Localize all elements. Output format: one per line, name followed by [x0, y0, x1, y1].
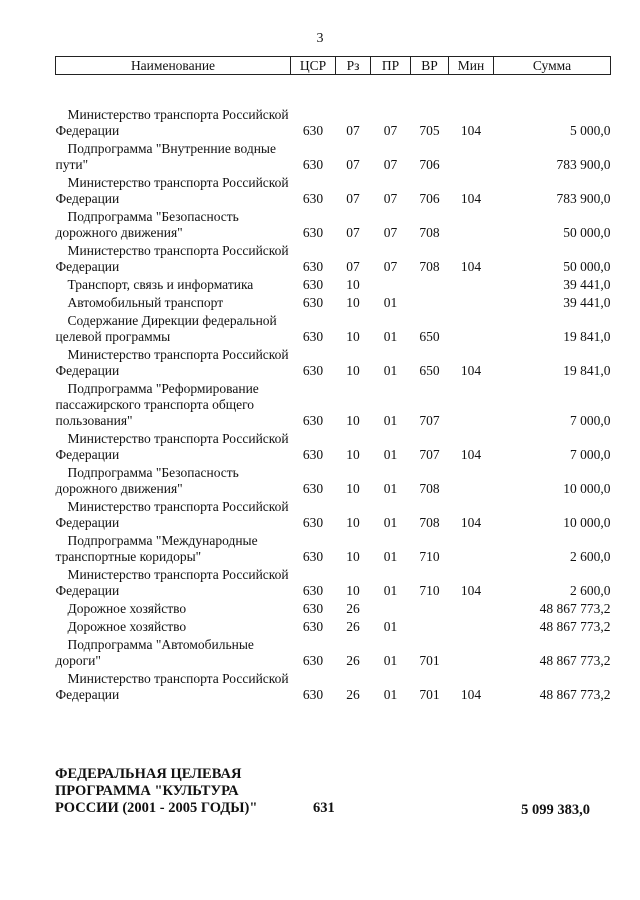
row-min: 104: [460, 191, 482, 206]
row-name: Подпрограмма "Внутренние водные пути": [55, 141, 276, 172]
row-sum: 48 867 773,2: [539, 687, 611, 702]
row-vr: 706: [419, 191, 440, 206]
row-name: Дорожное хозяйство: [67, 601, 187, 616]
row-name: Подпрограмма "Автомобильные дороги": [55, 637, 254, 668]
row-rz: 10: [346, 447, 360, 462]
row-pr: 01: [383, 583, 398, 598]
row-rz: 07: [346, 259, 360, 274]
row-name: Министерство транспорта Российской Федерации: [55, 567, 289, 598]
row-min: [449, 635, 494, 669]
row-sum: 2 600,0: [570, 549, 611, 564]
row-rz: 26: [346, 687, 360, 702]
table-row: [56, 173, 611, 207]
row-name: Министерство транспорта Российской Федерации: [55, 671, 289, 702]
row-pr: 07: [383, 259, 398, 274]
row-rz: 07: [346, 225, 360, 240]
row-name: Министерство транспорта Российской Федерации: [55, 107, 289, 138]
row-vr: 708: [419, 225, 440, 240]
row-vr: 706: [419, 157, 440, 172]
row-pr: 01: [383, 653, 398, 668]
table-header-row: [56, 57, 611, 75]
table-row: [56, 429, 611, 463]
row-rz: 26: [346, 619, 360, 634]
row-min: 104: [460, 515, 482, 530]
row-sum: 39 441,0: [563, 277, 611, 292]
row-csr: 630: [302, 259, 324, 274]
row-name: Подпрограмма "Безопасность дорожного движения": [55, 465, 239, 496]
row-pr: 07: [383, 225, 398, 240]
row-vr: 708: [419, 515, 440, 530]
row-sum: 48 867 773,2: [539, 619, 611, 634]
row-min: [449, 139, 494, 173]
row-rz: 26: [346, 601, 360, 616]
row-csr: 630: [302, 363, 324, 378]
row-min: [449, 599, 494, 617]
row-sum: 10 000,0: [563, 481, 611, 496]
row-csr: 630: [302, 295, 324, 310]
row-min: [449, 617, 494, 635]
row-name: Содержание Дирекции федеральной целевой программы: [55, 313, 277, 344]
table-row: [56, 565, 611, 599]
table-row: [56, 345, 611, 379]
row-name: Подпрограмма "Безопасность дорожного движения": [55, 209, 239, 240]
row-csr: 630: [302, 619, 324, 634]
table-row: [56, 241, 611, 275]
page-number: 3: [316, 31, 324, 46]
row-min: 104: [460, 583, 482, 598]
row-pr: 01: [383, 515, 398, 530]
row-vr: 705: [419, 123, 440, 138]
row-name: Автомобильный транспорт: [67, 295, 224, 310]
spacer-row: [56, 75, 611, 106]
header-rz: Рз: [336, 57, 371, 75]
row-min: 104: [460, 123, 482, 138]
row-vr: 701: [419, 653, 440, 668]
header-csr: ЦСР: [291, 57, 336, 75]
row-rz: 10: [346, 515, 360, 530]
table-row: [56, 617, 611, 635]
row-pr: 01: [383, 687, 398, 702]
row-pr: 01: [383, 619, 398, 634]
row-vr: 650: [419, 329, 440, 344]
row-min: [449, 379, 494, 429]
row-sum: 783 900,0: [556, 157, 611, 172]
row-sum: 50 000,0: [563, 225, 611, 240]
row-sum: 10 000,0: [563, 515, 611, 530]
table-row: [56, 599, 611, 617]
row-csr: 630: [302, 191, 324, 206]
row-csr: 630: [302, 277, 324, 292]
row-rz: 10: [346, 549, 360, 564]
row-min: [449, 293, 494, 311]
row-csr: 630: [302, 413, 324, 428]
row-rz: 26: [346, 653, 360, 668]
header-sum: Сумма: [494, 57, 611, 75]
row-csr: 630: [302, 123, 324, 138]
row-pr: 01: [383, 481, 398, 496]
row-csr: 630: [302, 481, 324, 496]
row-pr: [371, 275, 411, 293]
row-rz: 10: [346, 329, 360, 344]
row-csr: 630: [302, 329, 324, 344]
table-row: [56, 105, 611, 139]
row-sum: 48 867 773,2: [539, 601, 611, 616]
table-row: [56, 463, 611, 497]
row-pr: 01: [383, 549, 398, 564]
row-min: [449, 207, 494, 241]
row-pr: 07: [383, 191, 398, 206]
federal-program-block: [55, 766, 610, 817]
row-name: Министерство транспорта Российской Федерации: [55, 175, 289, 206]
row-name: Транспорт, связь и информатика: [67, 277, 254, 292]
federal-program-name: ФЕДЕРАЛЬНАЯ ЦЕЛЕВАЯ ПРОГРАММА "КУЛЬТУРА РОССИИ (2001 - 2005 ГОДЫ)": [55, 766, 258, 816]
header-pr: ПР: [371, 57, 411, 75]
row-min: 104: [460, 687, 482, 702]
row-csr: 630: [302, 549, 324, 564]
row-vr: 708: [419, 481, 440, 496]
row-name: Дорожное хозяйство: [67, 619, 187, 634]
table-row: [56, 275, 611, 293]
row-pr: 01: [383, 329, 398, 344]
row-pr: 01: [383, 413, 398, 428]
row-vr: 701: [419, 687, 440, 702]
row-min: [449, 311, 494, 345]
row-rz: 10: [346, 295, 360, 310]
table-row: [56, 207, 611, 241]
row-sum: 2 600,0: [570, 583, 611, 598]
row-name: Подпрограмма "Международные транспортные коридоры": [55, 533, 258, 564]
row-rz: 07: [346, 157, 360, 172]
row-csr: 630: [302, 583, 324, 598]
row-min: [449, 275, 494, 293]
row-csr: 630: [302, 601, 324, 616]
row-csr: 630: [302, 157, 324, 172]
row-rz: 10: [346, 413, 360, 428]
row-rz: 10: [346, 363, 360, 378]
row-sum: 50 000,0: [563, 259, 611, 274]
row-vr: 710: [419, 549, 440, 564]
row-vr: [411, 599, 449, 617]
table-row: [56, 635, 611, 669]
table-row: [56, 669, 611, 703]
row-sum: 7 000,0: [570, 413, 611, 428]
row-min: 104: [460, 259, 482, 274]
row-csr: 630: [302, 515, 324, 530]
table-row: [56, 531, 611, 565]
row-csr: 630: [302, 447, 324, 462]
header-vr: ВР: [411, 57, 449, 75]
row-min: 104: [460, 447, 482, 462]
row-vr: 710: [419, 583, 440, 598]
row-csr: 630: [302, 687, 324, 702]
row-sum: 7 000,0: [570, 447, 611, 462]
row-rz: 10: [346, 583, 360, 598]
row-csr: 630: [302, 653, 324, 668]
row-name: Министерство транспорта Российской Федерации: [55, 347, 289, 378]
federal-program-sum: 5 099 383,0: [521, 802, 590, 818]
federal-program-csr: 631: [313, 800, 335, 816]
row-sum: 48 867 773,2: [539, 653, 611, 668]
row-vr: 708: [419, 259, 440, 274]
row-vr: [411, 617, 449, 635]
row-pr: 01: [383, 363, 398, 378]
row-csr: 630: [302, 225, 324, 240]
row-rz: 10: [346, 481, 360, 496]
row-vr: [411, 293, 449, 311]
row-name: Министерство транспорта Российской Федерации: [55, 243, 289, 274]
row-min: [449, 463, 494, 497]
row-vr: 650: [419, 363, 440, 378]
row-pr: 01: [383, 447, 398, 462]
row-pr: 07: [383, 157, 398, 172]
table-row: [56, 139, 611, 173]
table-row: [56, 293, 611, 311]
row-pr: 07: [383, 123, 398, 138]
row-rz: 10: [346, 277, 360, 292]
row-sum: 39 441,0: [563, 295, 611, 310]
header-name: Наименование: [56, 57, 291, 75]
row-vr: 707: [419, 413, 440, 428]
table-row: [56, 311, 611, 345]
table-row: [56, 379, 611, 429]
row-sum: 19 841,0: [563, 363, 611, 378]
row-rz: 07: [346, 191, 360, 206]
row-sum: 5 000,0: [570, 123, 611, 138]
row-pr: [371, 599, 411, 617]
row-sum: 19 841,0: [563, 329, 611, 344]
row-vr: 707: [419, 447, 440, 462]
row-name: Министерство транспорта Российской Федерации: [55, 499, 289, 530]
row-min: 104: [460, 363, 482, 378]
row-sum: 783 900,0: [556, 191, 611, 206]
row-min: [449, 531, 494, 565]
row-name: Подпрограмма "Реформирование пассажирского транспорта общего пользования": [55, 381, 259, 428]
row-pr: 01: [383, 295, 398, 310]
row-name: Министерство транспорта Российской Федерации: [55, 431, 289, 462]
row-vr: [411, 275, 449, 293]
table-row: [56, 497, 611, 531]
header-min: Мин: [449, 57, 494, 75]
row-rz: 07: [346, 123, 360, 138]
budget-table: [55, 56, 611, 703]
